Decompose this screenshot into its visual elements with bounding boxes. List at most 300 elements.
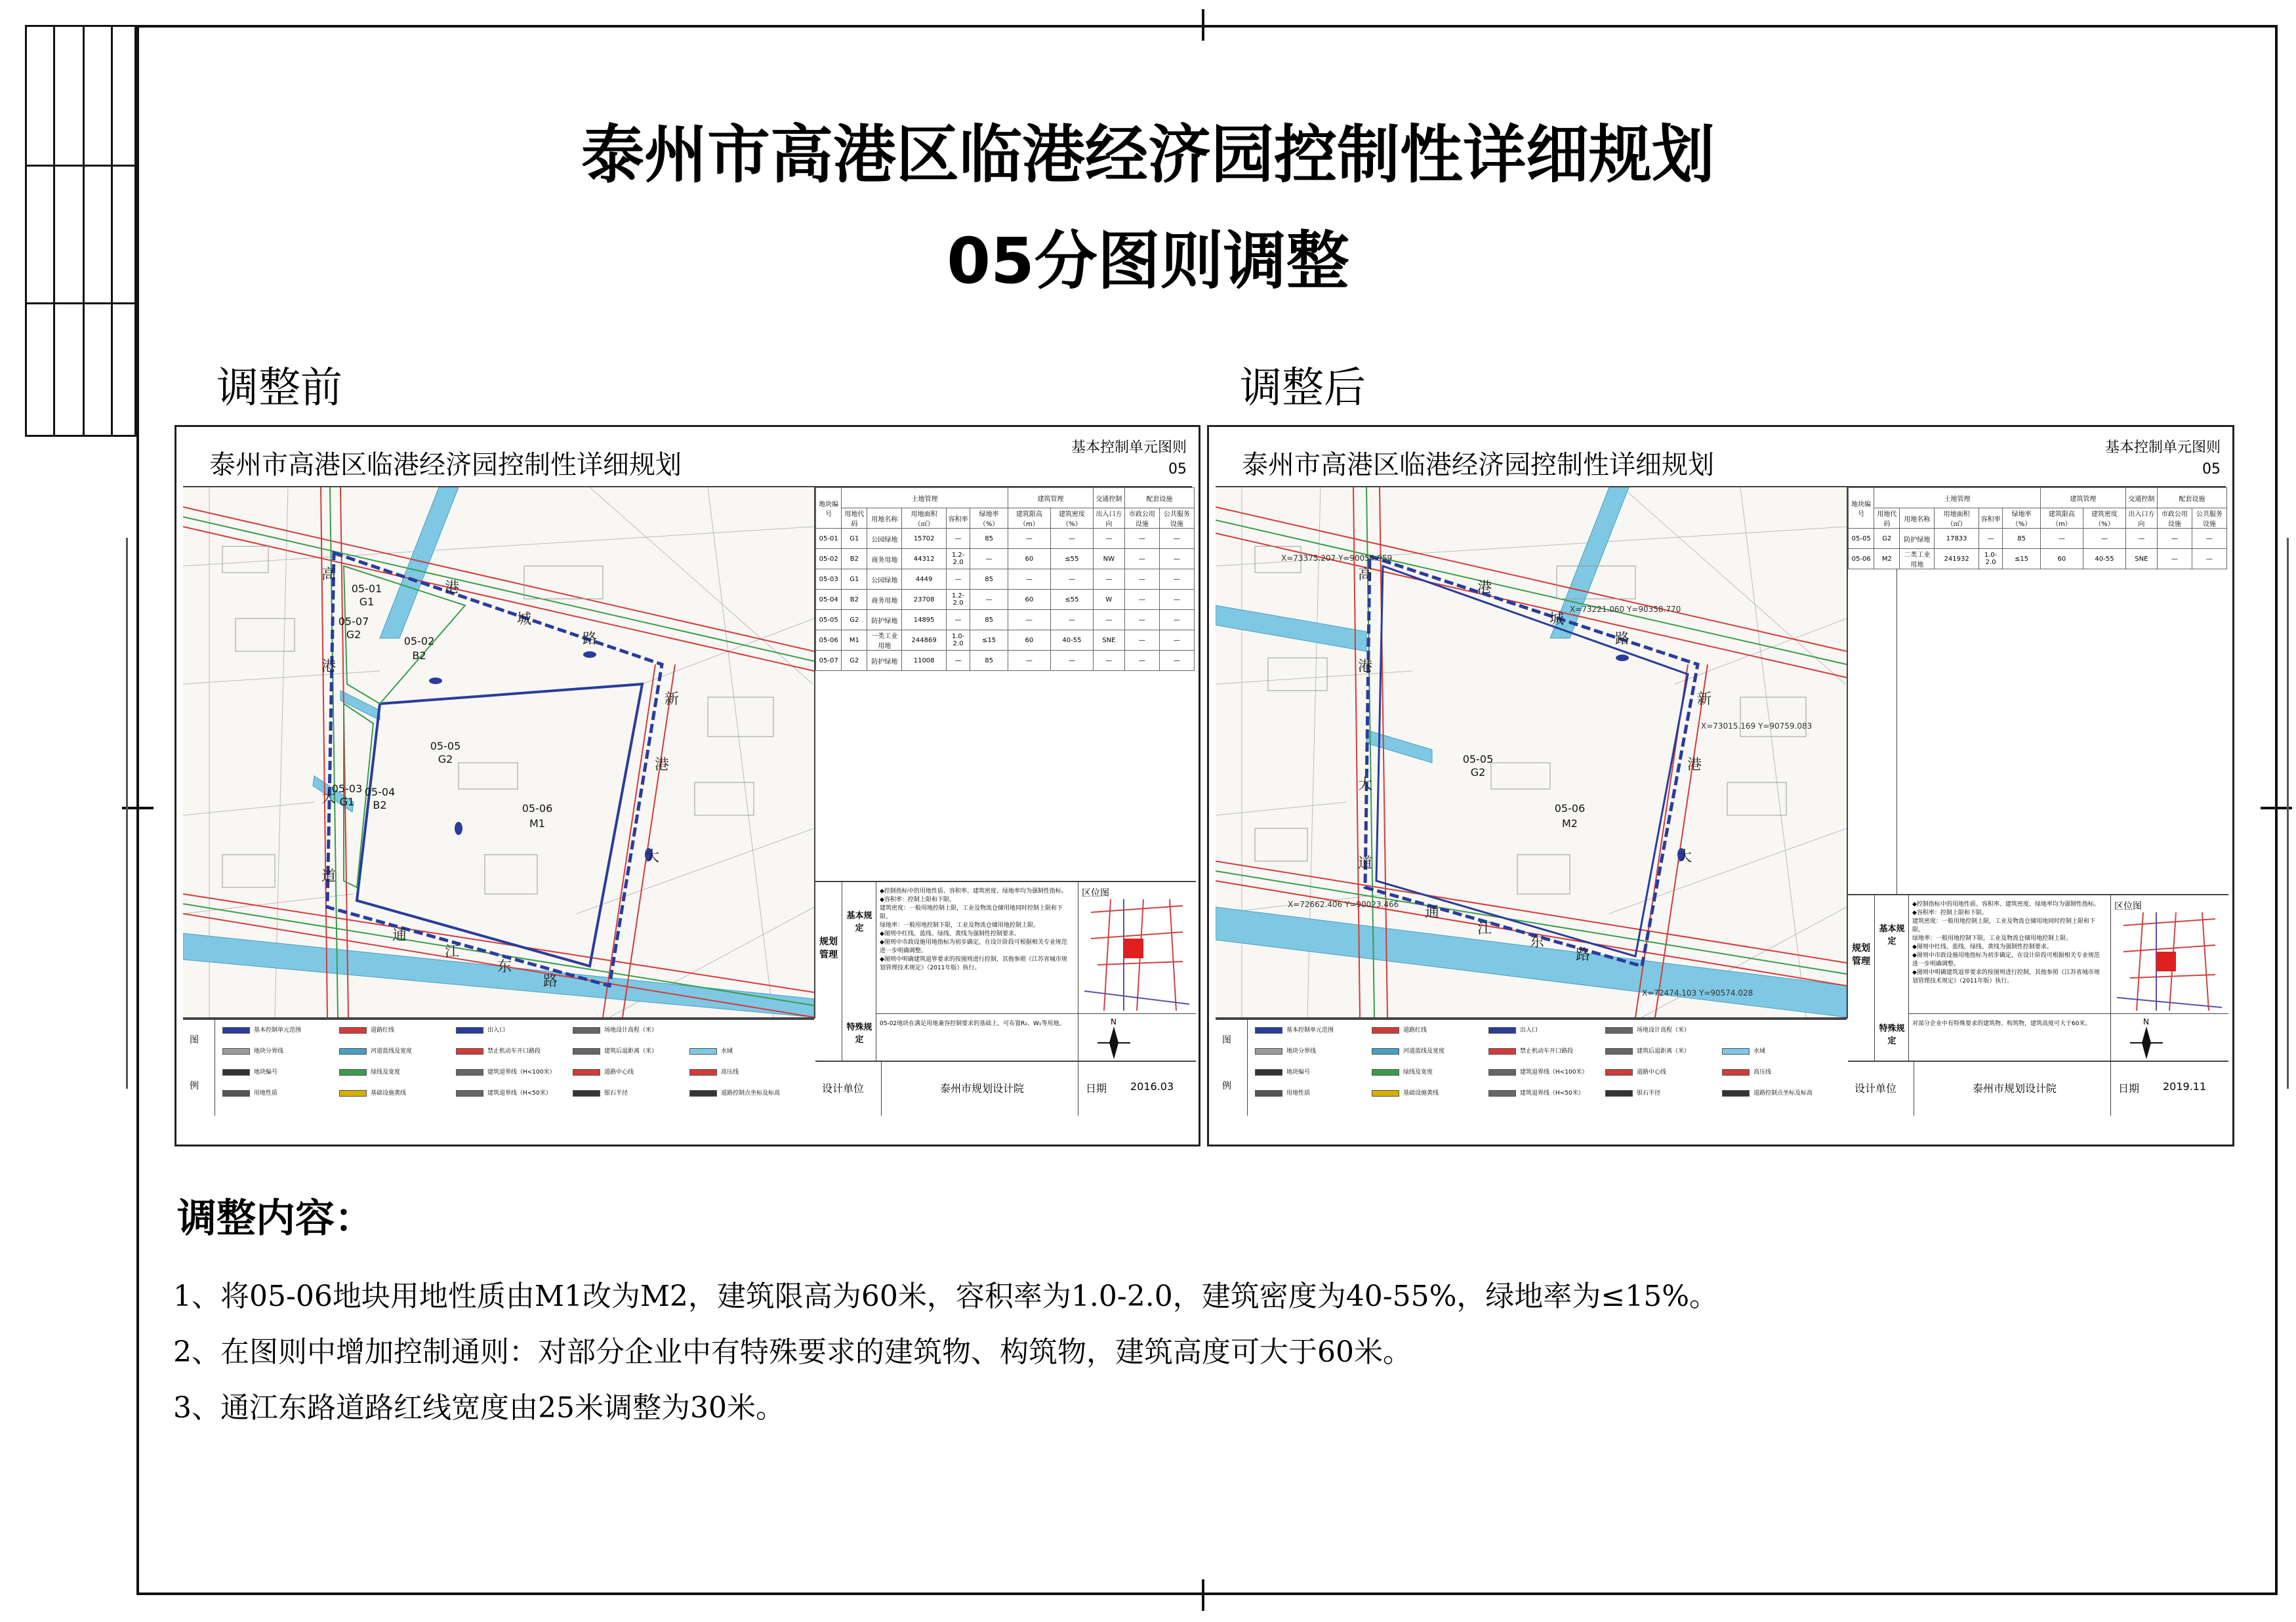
- table-row: [1849, 549, 2227, 569]
- legend-item: [339, 1088, 406, 1097]
- date-value: 2019.11: [2163, 1080, 2207, 1093]
- table-cell: —: [1159, 630, 1194, 651]
- legend-text: 地块分界线: [254, 1048, 284, 1055]
- table-cell: ≤15: [2003, 549, 2040, 569]
- legend-swatch-icon: [339, 1048, 367, 1055]
- legend-text: 场地设计高程（米）: [1637, 1027, 1691, 1034]
- road-char-bottom: 路: [1575, 947, 1591, 963]
- special-rules-text: 05-02地块在满足用地兼容控制要求的基础上，可布置R₂、W₁等用地。: [880, 1021, 1065, 1027]
- legend-text: 建筑后退距离（米）: [1637, 1048, 1691, 1055]
- legend-text: 出入口: [487, 1027, 506, 1034]
- legend-text: 建筑退界线（H<50米）: [487, 1090, 552, 1097]
- legend-swatch-icon: [1605, 1027, 1633, 1034]
- road-char-right: 大: [644, 849, 660, 865]
- after-map: [1216, 487, 1848, 1019]
- map-label: G1: [359, 596, 375, 608]
- rule-line: ◆图则中明确建筑退界要求的按图则进行控制，其他参照《江苏省城市规划管理技术规定》（2011年版）执行。: [880, 956, 1067, 971]
- table-row: [816, 590, 1195, 610]
- table-cell: 05-01: [816, 529, 842, 549]
- table-cell: —: [2040, 529, 2083, 549]
- th-far: 容积率: [1978, 508, 2003, 529]
- legend-item: [339, 1025, 394, 1034]
- road-char-top: 城: [1549, 611, 1565, 628]
- legend-item: [456, 1088, 552, 1097]
- legend-swatch-icon: [1722, 1090, 1750, 1097]
- road-char-bottom: 通: [1424, 904, 1440, 921]
- coord-label: X=73015.169 Y=90759.083: [1701, 721, 1813, 731]
- basic-rules-label: 基本规定: [846, 911, 872, 933]
- table-cell: —: [1159, 529, 1194, 549]
- table-cell: 商务用地: [867, 549, 902, 569]
- th-plot-no: 地块编号: [816, 488, 842, 529]
- legend-swatch-icon: [689, 1048, 717, 1055]
- legend-swatch-icon: [573, 1048, 600, 1055]
- rule-line: ◆控制指标中的用地性质、容积率、建筑密度、绿地率均为强制性指标。: [1912, 901, 2100, 908]
- tick-top: [1202, 9, 1204, 41]
- before-table-body: [816, 529, 1195, 671]
- legend-text: 建筑后退距离（米）: [604, 1048, 658, 1055]
- legend-text: 建筑退界线（H<100米）: [487, 1069, 556, 1076]
- adjust-title: 调整内容：: [177, 1196, 374, 1242]
- table-cell: NW: [1093, 549, 1124, 569]
- legend-text: 河道蓝线及宽度: [371, 1048, 413, 1055]
- road-char-right: 大: [1677, 849, 1692, 865]
- table-cell: 85: [2003, 529, 2040, 549]
- road-char-left: 港: [321, 659, 337, 675]
- th-public: 公共服务设施: [1159, 508, 1194, 529]
- table-cell: 05-06: [816, 630, 842, 651]
- table-cell: ≤55: [1050, 590, 1093, 610]
- legend-text: 用地性质: [254, 1090, 278, 1097]
- legend-item: [1372, 1067, 1433, 1076]
- rule-line: 绿地率：一般用地控制下限，工业及物流仓储用地控制上限。: [1912, 935, 2072, 942]
- table-cell: 05-06: [1849, 549, 1874, 569]
- map-label: M2: [1562, 817, 1578, 830]
- control-table: [815, 487, 1195, 671]
- basic-rules-text: [1912, 901, 2102, 986]
- tick-bottom: [1202, 1579, 1204, 1611]
- table-cell: —: [1159, 590, 1194, 610]
- map-label: M1: [529, 817, 545, 830]
- after-map-drawing: [1216, 487, 1847, 1017]
- legend-swatch-icon: [456, 1069, 483, 1076]
- map-label: 05-05: [430, 740, 461, 752]
- legend-swatch-icon: [339, 1069, 367, 1076]
- table-cell: 44312: [902, 549, 946, 569]
- table-cell: —: [970, 549, 1008, 569]
- legend-swatch-icon: [1488, 1027, 1516, 1034]
- th-green: 绿地率（%）: [2003, 508, 2040, 529]
- map-label: B2: [412, 649, 426, 662]
- road-char-right: 新: [664, 691, 680, 708]
- after-legend: [1216, 1019, 1847, 1116]
- table-cell: —: [1050, 610, 1093, 630]
- legend-item: [1488, 1088, 1584, 1097]
- table-cell: 商务用地: [867, 590, 902, 610]
- table-cell: —: [1093, 610, 1124, 630]
- table-cell: 1.2-2.0: [946, 549, 970, 569]
- table-cell: G1: [842, 569, 867, 590]
- legend-text: 水域: [1753, 1048, 1766, 1055]
- rule-line: 建筑密度：一般用地控制上限，工业及物流仓储用地同时控制上限和下限。: [1912, 918, 2096, 933]
- table-cell: —: [2157, 529, 2192, 549]
- table-cell: 244869: [902, 630, 946, 651]
- legend-text: 绿线及宽度: [1403, 1069, 1433, 1076]
- table-cell: —: [2192, 529, 2226, 549]
- table-cell: —: [2125, 529, 2157, 549]
- th-density: 建筑密度（%）: [2083, 508, 2125, 529]
- table-cell: 14895: [902, 610, 946, 630]
- legend-swatch-icon: [456, 1090, 483, 1097]
- table-row: [816, 651, 1195, 671]
- legend-swatch-icon: [1488, 1069, 1516, 1076]
- legend-label: 例: [190, 1081, 199, 1091]
- table-cell: —: [946, 569, 970, 590]
- road-char-top: 路: [582, 631, 598, 647]
- special-rules-label: 特殊规定: [846, 1023, 872, 1045]
- table-cell: M1: [842, 630, 867, 651]
- legend-swatch-icon: [1255, 1048, 1282, 1055]
- design-unit-label: 设计单位: [822, 1082, 865, 1095]
- table-cell: —: [1050, 529, 1093, 549]
- table-cell: 05-05: [816, 610, 842, 630]
- road-char-left: 高: [1357, 567, 1373, 583]
- table-cell: 85: [970, 610, 1008, 630]
- legend-swatch-icon: [1372, 1069, 1399, 1076]
- table-cell: SNE: [1093, 630, 1124, 651]
- before-plan-sheet: [174, 425, 1200, 1146]
- table-cell: —: [1159, 610, 1194, 630]
- table-row: [1849, 529, 2227, 549]
- map-label: G2: [346, 628, 361, 641]
- after-label: 调整后: [1240, 364, 1366, 413]
- legend-item: [339, 1046, 412, 1055]
- table-cell: 防护绿地: [1900, 529, 1935, 549]
- page-title: 泰州市高港区临港经济园控制性详细规划: [581, 118, 1715, 192]
- table-cell: 15702: [902, 529, 946, 549]
- sheet-subtitle: 基本控制单元图则: [1071, 439, 1187, 456]
- road-char-bottom: 路: [543, 973, 558, 990]
- table-cell: —: [1124, 630, 1159, 651]
- table-cell: —: [1159, 569, 1194, 590]
- legend-item: [1605, 1025, 1690, 1034]
- table-cell: —: [1124, 590, 1159, 610]
- legend-swatch-icon: [1722, 1069, 1750, 1076]
- page-subtitle: 05分图则调整: [947, 224, 1349, 298]
- legend-text: 基本控制单元范围: [1286, 1027, 1334, 1034]
- design-unit: 泰州市规划设计院: [940, 1082, 1025, 1095]
- legend-label: 图: [1222, 1035, 1231, 1045]
- legend-item: [1255, 1067, 1310, 1076]
- road-char-top: 港: [444, 580, 460, 596]
- table-cell: —: [1050, 651, 1093, 671]
- table-row: [816, 529, 1195, 549]
- north-label: N: [2143, 1017, 2149, 1026]
- rule-line: ◆图则中明确建筑退界要求的按图则进行控制，其他参照《江苏省城市规划管理技术规定》（2011年版）执行。: [1912, 969, 2100, 984]
- table-cell: 85: [970, 569, 1008, 590]
- th-far: 容积率: [946, 508, 970, 529]
- sheet-number: 05: [1168, 461, 1187, 477]
- map-label: 05-01: [351, 582, 382, 595]
- legend-item: [456, 1025, 505, 1034]
- location-map: [2117, 912, 2222, 1011]
- before-rules-block: [815, 881, 1196, 1061]
- legend-text: 场地设计高程（米）: [604, 1027, 658, 1034]
- plan-mgmt-label: 规划管理: [819, 937, 838, 960]
- after-control-table: [1848, 487, 2228, 894]
- table-cell: —: [1008, 651, 1050, 671]
- legend-item: [1372, 1046, 1445, 1055]
- th-land-mgmt: 土地管理: [842, 488, 1008, 508]
- table-cell: ≤15: [970, 630, 1008, 651]
- road-char-top: 路: [1614, 631, 1630, 647]
- map-label: B2: [373, 799, 387, 811]
- design-unit-label: 设计单位: [1855, 1082, 1897, 1095]
- table-cell: 60: [1008, 549, 1050, 569]
- table-cell: SNE: [2125, 549, 2157, 569]
- legend-item: [689, 1088, 780, 1097]
- legend-swatch-icon: [689, 1090, 717, 1097]
- table-cell: 05-02: [816, 549, 842, 569]
- legend-text: 建筑退界线（H<50米）: [1520, 1090, 1584, 1097]
- legend-text: 禁止机动车开口路段: [1520, 1048, 1574, 1055]
- legend-swatch-icon: [573, 1090, 600, 1097]
- after-table-body: [1849, 529, 2227, 569]
- table-cell: —: [2157, 549, 2192, 569]
- legend-text: 道路中心线: [1637, 1069, 1667, 1076]
- adjust-item: 3、通江东路道路红线宽度由25米调整为30米。: [173, 1391, 785, 1425]
- rule-line: ◆图则中市政设施用地指标为初步确定，在设计阶段可根据相关专业规范进一步明确调整。: [880, 939, 1067, 954]
- th-plot-no: 地块编号: [1849, 488, 1874, 529]
- legend-swatch-icon: [222, 1048, 250, 1055]
- rule-line: ◆控制指标中的用地性质、容积率、建筑密度、绿地率均为强制性指标。: [880, 888, 1067, 895]
- legend-item: [1255, 1046, 1316, 1055]
- coord-label: X=72662.406 Y=90023.466: [1288, 900, 1399, 909]
- table-cell: 05-05: [1849, 529, 1874, 549]
- th-build-mgmt: 建筑管理: [1008, 488, 1093, 508]
- basic-rules-text: [880, 887, 1070, 973]
- legend-text: 基础设施黄线: [371, 1090, 407, 1097]
- legend-item: [689, 1067, 739, 1076]
- table-cell: —: [1093, 529, 1124, 549]
- legend-text: 道路控制点坐标及标高: [1753, 1090, 1813, 1097]
- sheet-subtitle: 基本控制单元图则: [2104, 439, 2221, 456]
- legend-swatch-icon: [1488, 1090, 1516, 1097]
- th-traffic: 交通控制: [1093, 488, 1124, 508]
- legend-item: [573, 1025, 657, 1034]
- th-code: 用地代码: [1874, 508, 1900, 529]
- table-cell: 60: [1008, 590, 1050, 610]
- th-name: 用地名称: [1900, 508, 1935, 529]
- plan-mgmt-label: 规划管理: [1852, 943, 1870, 967]
- legend-swatch-icon: [1255, 1027, 1282, 1034]
- north-label: N: [1111, 1017, 1117, 1026]
- rule-line: ◆图则中红线、蓝线、绿线、黄线为强制性控制要求。: [880, 931, 1020, 937]
- legend-item: [573, 1067, 634, 1076]
- legend-text: 道路红线: [1403, 1027, 1427, 1034]
- table-cell: 公园绿地: [867, 569, 902, 590]
- table-cell: —: [2192, 549, 2226, 569]
- table-cell: —: [1093, 651, 1124, 671]
- th-green: 绿地率（%）: [970, 508, 1008, 529]
- table-cell: 二类工业用地: [1900, 549, 1935, 569]
- margin-line-left: [126, 538, 128, 1089]
- legend-text: 道路控制点坐标及标高: [721, 1090, 781, 1097]
- legend-item: [1488, 1025, 1538, 1034]
- legend-item: [1605, 1088, 1660, 1097]
- table-cell: —: [1124, 529, 1159, 549]
- before-map-drawing: [183, 487, 814, 1017]
- road-char-bottom: 东: [497, 959, 512, 975]
- before-footer: [815, 1061, 1196, 1116]
- table-cell: —: [1159, 651, 1194, 671]
- road-char-bottom: 东: [1529, 934, 1545, 950]
- table-cell: —: [946, 651, 970, 671]
- table-cell: G1: [842, 529, 867, 549]
- sheet-title: 泰州市高港区临港经济园控制性详细规划: [209, 450, 682, 480]
- legend-swatch-icon: [1255, 1069, 1282, 1076]
- rule-line: ◆容积率：控制上限和下限。: [880, 897, 955, 903]
- road-char-left: 大: [321, 790, 337, 806]
- legend-text: 道路中心线: [604, 1069, 634, 1076]
- adjust-item: 2、在图则中增加控制通则：对部分企业中有特殊要求的建筑物、构筑物，建筑高度可大于60米。: [173, 1335, 1412, 1369]
- table-cell: 23708: [902, 590, 946, 610]
- table-cell: 一类工业用地: [867, 630, 902, 651]
- legend-swatch-icon: [222, 1027, 250, 1034]
- date-value: 2016.03: [1130, 1080, 1174, 1093]
- th-height: 建筑限高（m）: [1008, 508, 1050, 529]
- table-cell: —: [1008, 529, 1050, 549]
- table-cell: 60: [2040, 549, 2083, 569]
- th-code: 用地代码: [842, 508, 867, 529]
- road-char-right: 港: [654, 757, 670, 773]
- table-cell: —: [970, 590, 1008, 610]
- special-rules-label: 特殊规定: [1879, 1024, 1905, 1046]
- north-arrow-icon: [1097, 1026, 1130, 1059]
- legend-swatch-icon: [456, 1048, 483, 1055]
- control-table: [1848, 487, 2227, 569]
- legend-swatch-icon: [1372, 1048, 1399, 1055]
- map-label: 05-04: [364, 786, 396, 798]
- legend-text: 高压线: [721, 1069, 739, 1076]
- rule-line: 建筑密度：一般用地控制上限，工业及物流仓储用地同时控制上限和下限。: [880, 905, 1063, 920]
- legend-item: [1605, 1067, 1666, 1076]
- rule-line: ◆容积率：控制上限和下限。: [1912, 910, 1988, 916]
- map-label: 05-07: [338, 615, 369, 628]
- legend-item: [689, 1046, 733, 1055]
- legend-label: 图: [190, 1035, 199, 1045]
- after-footer: [1848, 1061, 2228, 1116]
- th-public: 公共服务设施: [2192, 508, 2226, 529]
- th-entrance: 出入口方向: [1093, 508, 1124, 529]
- th-area: 用地面积（㎡）: [902, 508, 946, 529]
- table-cell: G2: [842, 651, 867, 671]
- th-land-mgmt: 土地管理: [1874, 488, 2040, 508]
- legend-text: 基础设施黄线: [1403, 1090, 1439, 1097]
- table-cell: 1.0-2.0: [946, 630, 970, 651]
- special-rules-text: 对部分企业中有特殊要求的建筑物、构筑物，建筑高度可大于60米。: [1912, 1021, 2091, 1027]
- legend-text: 高压线: [1753, 1069, 1772, 1076]
- legend-text: 地块编号: [254, 1069, 278, 1076]
- map-label: G1: [339, 796, 355, 808]
- location-label: 区位图: [2114, 901, 2142, 912]
- map-label: 05-05: [1462, 753, 1494, 765]
- legend-item: [1372, 1025, 1427, 1034]
- road-char-left: 道: [1357, 855, 1373, 872]
- legend-item: [456, 1046, 541, 1055]
- road-char-right: 新: [1696, 691, 1712, 708]
- legend-text: 基本控制单元范围: [254, 1027, 302, 1034]
- th-facilities: 配套设施: [2157, 488, 2226, 508]
- legend-text: 绿线及宽度: [371, 1069, 401, 1076]
- table-cell: 公园绿地: [867, 529, 902, 549]
- table-cell: 1.2-2.0: [946, 590, 970, 610]
- th-height: 建筑限高（m）: [2040, 508, 2083, 529]
- road-char-bottom: 通: [392, 927, 407, 944]
- road-char-top: 港: [1477, 580, 1492, 596]
- table-cell: 防护绿地: [867, 651, 902, 671]
- legend-text: 地块编号: [1286, 1069, 1311, 1076]
- table-cell: —: [1008, 610, 1050, 630]
- coord-label: X=72474.103 Y=90574.028: [1642, 988, 1753, 998]
- rule-line: ◆图则中市政设施用地指标为初步确定，在设计阶段可根据相关专业规范进一步明确调整。: [1912, 952, 2100, 967]
- table-cell: G2: [1874, 529, 1900, 549]
- legend-swatch-icon: [339, 1027, 367, 1034]
- legend-label: 例: [1222, 1081, 1231, 1091]
- table-cell: —: [1124, 549, 1159, 569]
- rule-line: ◆图则中红线、蓝线、绿线、黄线为强制性控制要求。: [1912, 944, 2053, 950]
- legend-text: 银石半径: [1637, 1090, 1661, 1097]
- table-cell: —: [1124, 651, 1159, 671]
- table-cell: 防护绿地: [867, 610, 902, 630]
- table-cell: —: [1124, 610, 1159, 630]
- table-cell: 05-04: [816, 590, 842, 610]
- table-cell: —: [946, 529, 970, 549]
- table-cell: 05-07: [816, 651, 842, 671]
- road-char-left: 道: [321, 868, 337, 885]
- date-label: 日期: [2118, 1082, 2140, 1095]
- table-cell: 11008: [902, 651, 946, 671]
- table-cell: 17833: [1935, 529, 1978, 549]
- legend-item: [1372, 1088, 1439, 1097]
- legend-swatch-icon: [222, 1069, 250, 1076]
- map-label: G2: [1470, 766, 1486, 779]
- table-cell: —: [1159, 549, 1194, 569]
- table-cell: 85: [970, 651, 1008, 671]
- after-plan-sheet: [1207, 425, 2234, 1146]
- legend-item: [222, 1025, 301, 1034]
- table-cell: 4449: [902, 569, 946, 590]
- legend-swatch-icon: [1605, 1069, 1633, 1076]
- table-cell: 85: [970, 529, 1008, 549]
- legend-swatch-icon: [1605, 1048, 1633, 1055]
- legend-item: [1722, 1067, 1771, 1076]
- legend-swatch-icon: [1372, 1027, 1399, 1034]
- legend-item: [1605, 1046, 1690, 1055]
- table-cell: —: [1050, 569, 1093, 590]
- table-cell: —: [946, 610, 970, 630]
- table-cell: —: [1093, 569, 1124, 590]
- th-municipal: 市政公用设施: [1124, 508, 1159, 529]
- table-cell: M2: [1874, 549, 1900, 569]
- th-facilities: 配套设施: [1124, 488, 1194, 508]
- table-cell: 40-55: [2083, 549, 2125, 569]
- north-arrow-icon: [2130, 1026, 2163, 1059]
- th-municipal: 市政公用设施: [2157, 508, 2192, 529]
- legend-swatch-icon: [1255, 1090, 1282, 1097]
- legend-item: [573, 1046, 657, 1055]
- map-label: 05-03: [331, 782, 363, 795]
